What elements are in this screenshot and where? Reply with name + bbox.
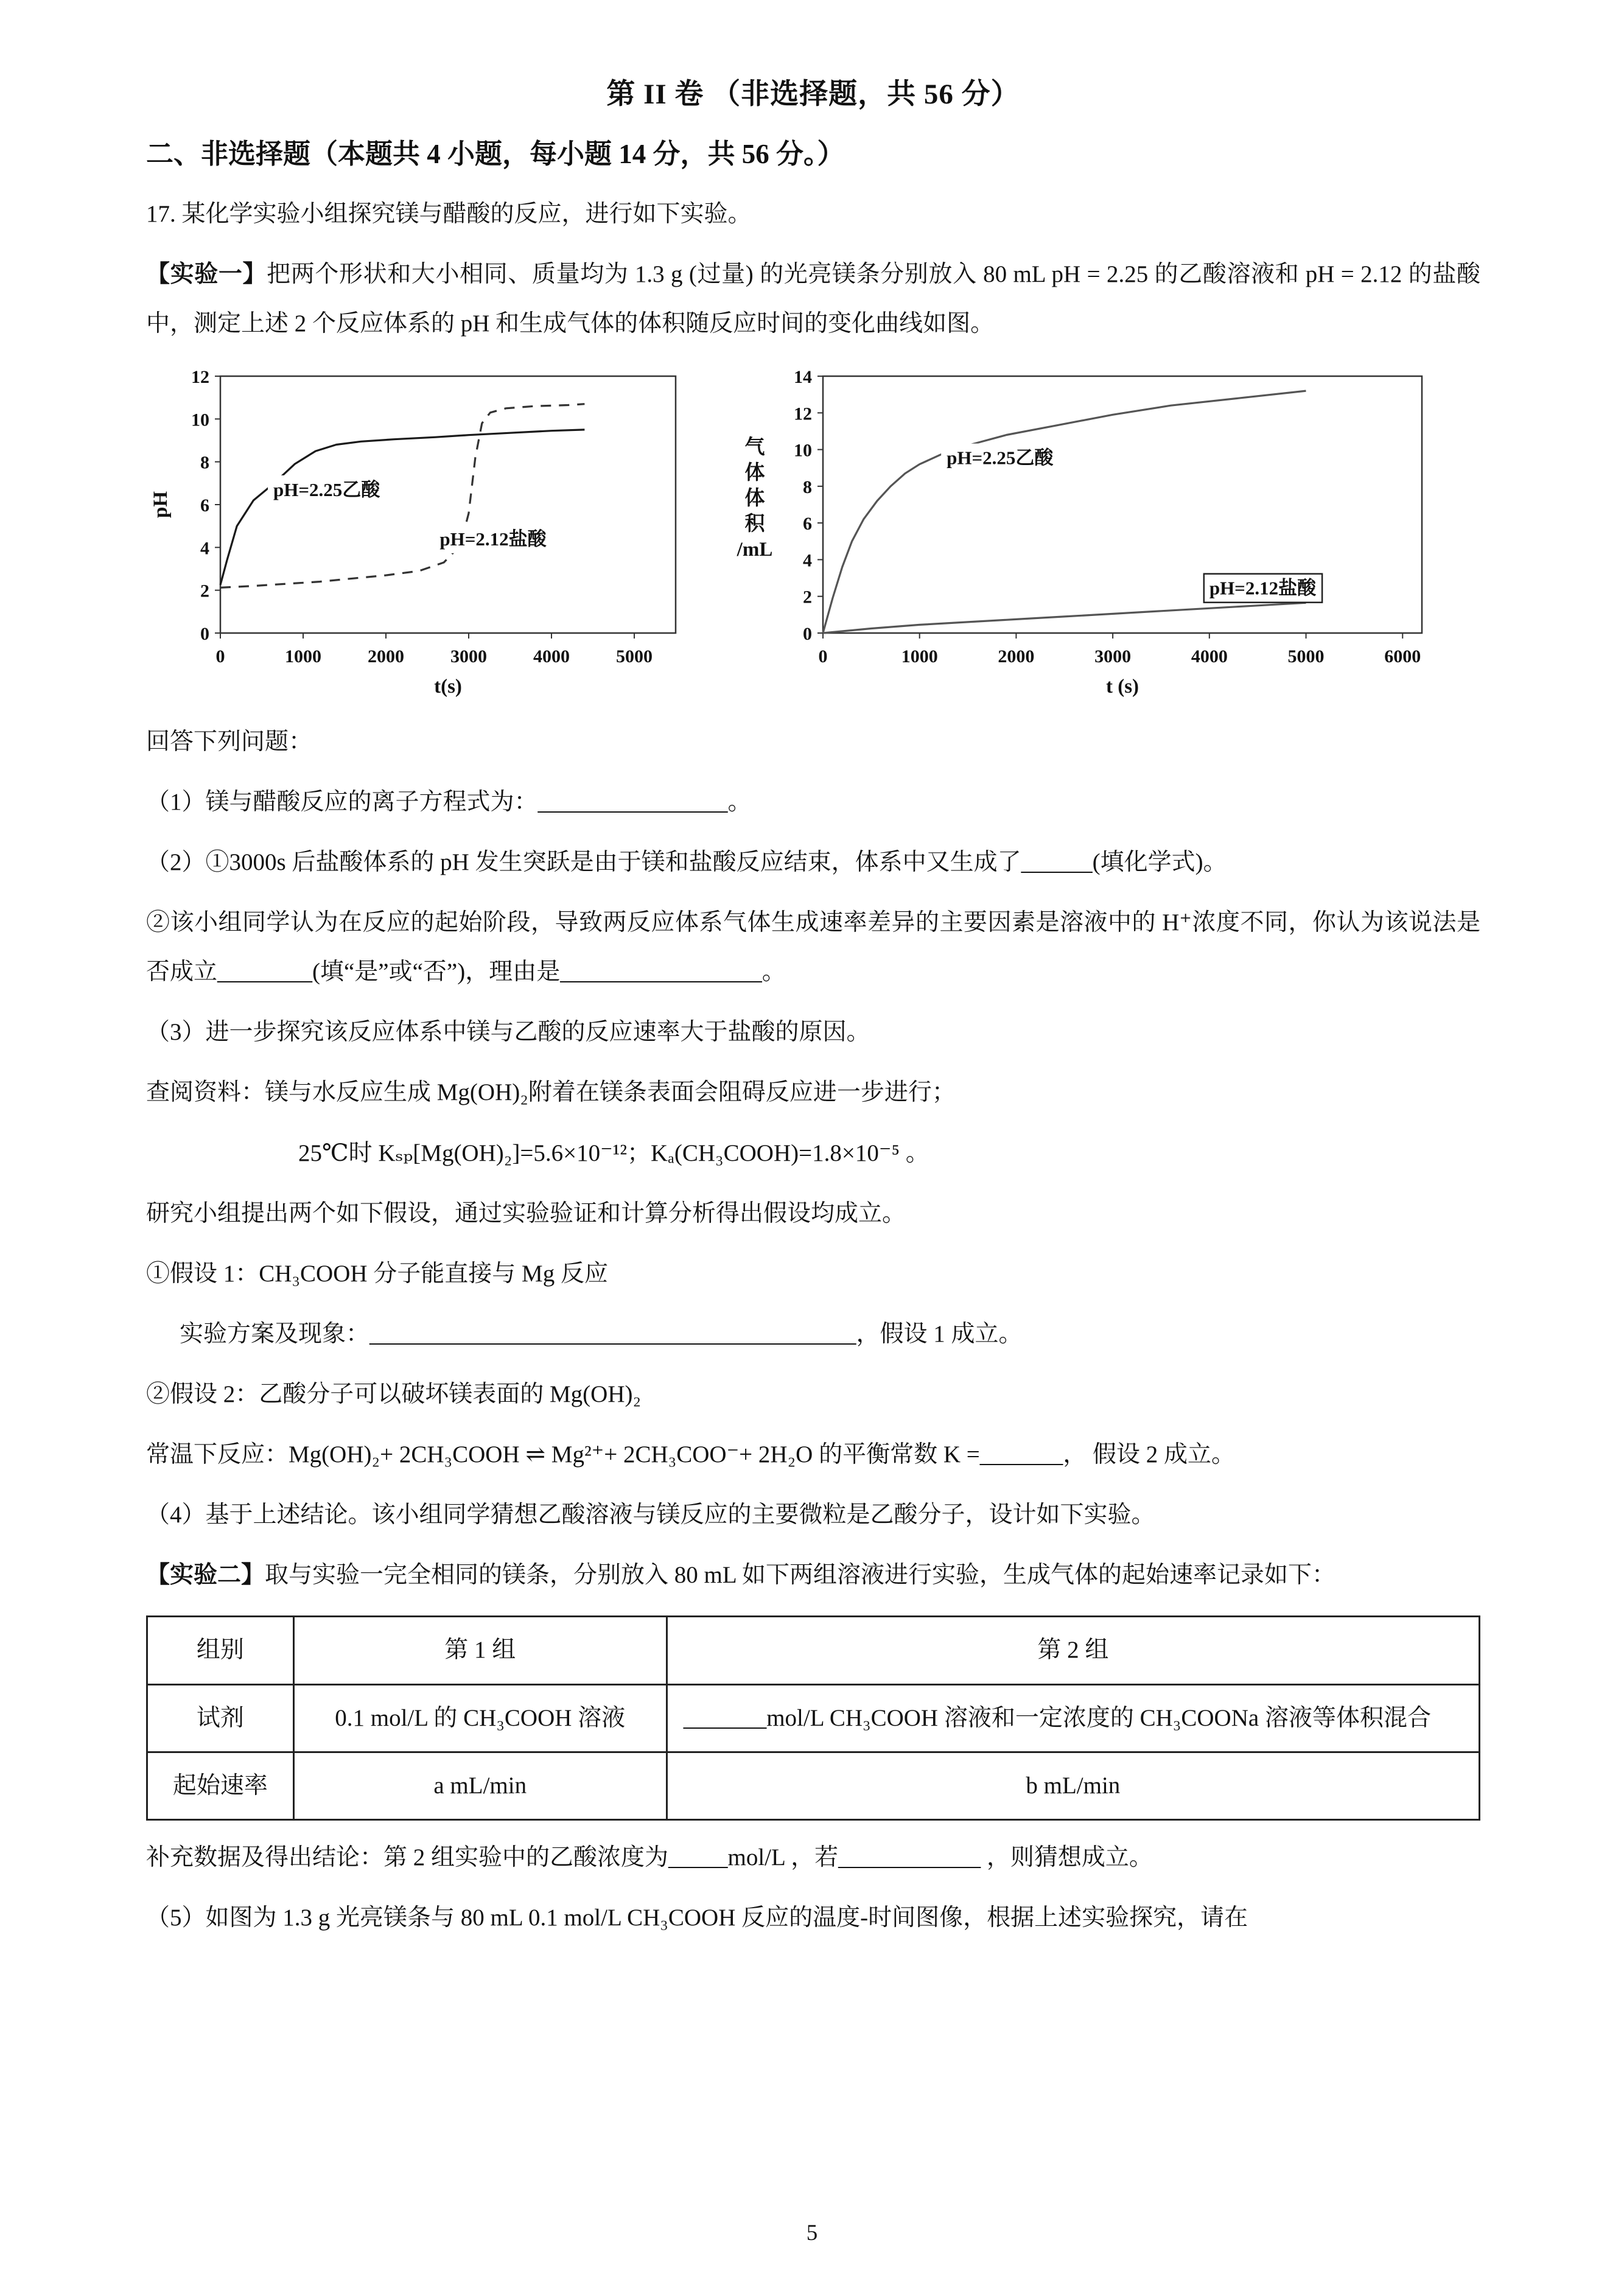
hypothesis-1-plan: 实验方案及现象：_________________________________________，假设 1 成立。 xyxy=(180,1320,1023,1347)
section-heading: 二、非选择题（本题共 4 小题，每小题 14 分，共 56 分。） xyxy=(146,138,845,169)
question-5: （5）如图为 1.3 g 光亮镁条与 80 mL 0.1 mol/L CH₃COOH 反应的温度-时间图像，根据上述实验探究，请在 xyxy=(146,1905,1248,1931)
svg-text:6: 6 xyxy=(200,495,209,516)
svg-text:2: 2 xyxy=(200,581,209,601)
svg-text:t(s): t(s) xyxy=(434,675,462,698)
svg-text:10: 10 xyxy=(794,440,812,461)
reference-line-2: 25℃时 Kₛₚ[Mg(OH)₂]=5.6×10⁻¹²；Kₐ(CH₃COOH)=1.8×10⁻⁵ 。 xyxy=(298,1139,929,1166)
table-header-group-2: 第 2 组 xyxy=(667,1617,1479,1684)
svg-text:12: 12 xyxy=(191,366,209,387)
svg-text:14: 14 xyxy=(794,366,812,387)
hypothesis-1: ①假设 1：CH₃COOH 分子能直接与 Mg 反应 xyxy=(146,1260,608,1287)
hypothesis-2: ②假设 2：乙酸分子可以破坏镁表面的 Mg(OH)₂ xyxy=(146,1381,642,1408)
experiment-2-table xyxy=(146,1615,1480,1820)
svg-text:气: 气 xyxy=(744,436,765,458)
svg-text:4: 4 xyxy=(200,538,209,559)
svg-text:pH=2.12盐酸: pH=2.12盐酸 xyxy=(1209,577,1317,599)
svg-text:体: 体 xyxy=(744,487,765,509)
svg-text:4000: 4000 xyxy=(533,646,570,667)
table-header-group-1: 第 1 组 xyxy=(293,1617,667,1684)
svg-text:5000: 5000 xyxy=(1287,646,1325,667)
svg-text:4: 4 xyxy=(803,550,812,571)
table-header-group: 组别 xyxy=(147,1617,294,1684)
svg-text:2000: 2000 xyxy=(998,646,1035,667)
table-header-row xyxy=(147,1617,1480,1684)
svg-text:pH=2.25乙酸: pH=2.25乙酸 xyxy=(273,478,380,500)
experiment-1-label: 【实验一】 xyxy=(146,261,267,287)
question-17-intro: 17. 某化学实验小组探究镁与醋酸的反应，进行如下实验。 xyxy=(146,200,752,227)
svg-text:10: 10 xyxy=(191,410,209,430)
table-cell-reagent-group-1: 0.1 mol/L 的 CH₃COOH 溶液 xyxy=(293,1684,667,1752)
gas-volume-time-chart xyxy=(730,360,1449,701)
question-2-part-2: ②该小组同学认为在反应的起始阶段，导致两反应体系气体生成速率差异的主要因素是溶液中的 H⁺浓度不同，你认为该说法是否成立________(填“是”或“否”)，理由是_________________。 xyxy=(146,909,1480,985)
experiment-2-text: 取与实验一完全相同的镁条，分别放入 80 mL 如下两组溶液进行实验，生成气体的起始速率记录如下： xyxy=(265,1562,1335,1589)
page-title: 第 II 卷 （非选择题，共 56 分） xyxy=(606,79,1020,110)
table-cell-rate-group-2: b mL/min xyxy=(667,1752,1479,1819)
experiment-2-paragraph xyxy=(146,1550,1480,1600)
svg-text:8: 8 xyxy=(803,477,812,497)
table-row-reagent xyxy=(147,1684,1480,1752)
reference-line-1: 查阅资料：镁与水反应生成 Mg(OH)₂附着在镁条表面会阻碍反应进一步进行； xyxy=(146,1079,956,1106)
answer-prompt: 回答下列问题： xyxy=(146,728,313,755)
question-2-part-1: （2）①3000s 后盐酸体系的 pH 发生突跃是由于镁和盐酸反应结束，体系中又生成了______(填化学式)。 xyxy=(146,849,1227,876)
experiment-1-text: 把两个形状和大小相同、质量均为 1.3 g (过量) 的光亮镁条分别放入 80 mL pH = 2.25 的乙酸溶液和 pH = 2.12 的盐酸中，测定上述 2 个反应体系的 pH 和生成气体的体积随反应时间的变化曲线如图。 xyxy=(146,261,1480,337)
table-cell-rate-label: 起始速率 xyxy=(147,1752,294,1819)
svg-text:0: 0 xyxy=(215,646,225,667)
table-row-initial-rate xyxy=(147,1752,1480,1819)
svg-text:pH: pH xyxy=(150,491,172,518)
hypothesis-intro: 研究小组提出两个如下假设，通过实验验证和计算分析得出假设均成立。 xyxy=(146,1200,906,1227)
svg-text:0: 0 xyxy=(200,623,209,644)
table-cell-rate-group-1: a mL/min xyxy=(293,1752,667,1819)
svg-text:pH=2.12盐酸: pH=2.12盐酸 xyxy=(439,528,547,550)
svg-text:4000: 4000 xyxy=(1191,646,1228,667)
conclusion-line: 补充数据及得出结论：第 2 组实验中的乙酸浓度为_____mol/L ，若____________ ，则猜想成立。 xyxy=(146,1844,1153,1871)
page-number: 5 xyxy=(806,2221,818,2246)
svg-text:t (s): t (s) xyxy=(1105,675,1139,698)
question-3: （3）进一步探究该反应体系中镁与乙酸的反应速率大于盐酸的原因。 xyxy=(146,1019,870,1046)
svg-text:0: 0 xyxy=(818,646,828,667)
svg-text:积: 积 xyxy=(744,513,765,535)
svg-text:3000: 3000 xyxy=(450,646,487,667)
hypothesis-2-equation: 常温下反应：Mg(OH)₂+ 2CH₃COOH ⇌ Mg²⁺+ 2CH₃COO⁻+ 2H₂O 的平衡常数 K =_______， 假设 2 成立。 xyxy=(146,1441,1236,1468)
svg-text:1000: 1000 xyxy=(901,646,938,667)
table-cell-reagent-label: 试剂 xyxy=(147,1684,294,1752)
svg-text:5000: 5000 xyxy=(616,646,653,667)
svg-text:/mL: /mL xyxy=(737,538,773,561)
experiment-1-paragraph xyxy=(146,250,1480,348)
svg-text:6000: 6000 xyxy=(1384,646,1421,667)
svg-text:pH=2.25乙酸: pH=2.25乙酸 xyxy=(947,447,1054,469)
svg-text:3000: 3000 xyxy=(1094,646,1132,667)
svg-text:体: 体 xyxy=(744,461,765,484)
svg-text:8: 8 xyxy=(200,452,209,473)
svg-text:12: 12 xyxy=(794,404,812,424)
ph-time-chart xyxy=(149,360,696,701)
question-1: （1）镁与醋酸反应的离子方程式为：________________。 xyxy=(146,788,752,815)
charts-row xyxy=(149,360,1480,701)
svg-text:2: 2 xyxy=(803,587,812,607)
svg-text:0: 0 xyxy=(803,623,812,644)
question-4: （4）基于上述结论。该小组同学猜想乙酸溶液与镁反应的主要微粒是乙酸分子，设计如下实验。 xyxy=(146,1502,1155,1528)
svg-text:2000: 2000 xyxy=(368,646,404,667)
experiment-2-label: 【实验二】 xyxy=(146,1562,265,1589)
table-cell-reagent-group-2: _______mol/L CH₃COOH 溶液和一定浓度的 CH₃COONa 溶液等体积混合 xyxy=(667,1684,1479,1752)
svg-text:6: 6 xyxy=(803,513,812,534)
svg-text:1000: 1000 xyxy=(285,646,321,667)
